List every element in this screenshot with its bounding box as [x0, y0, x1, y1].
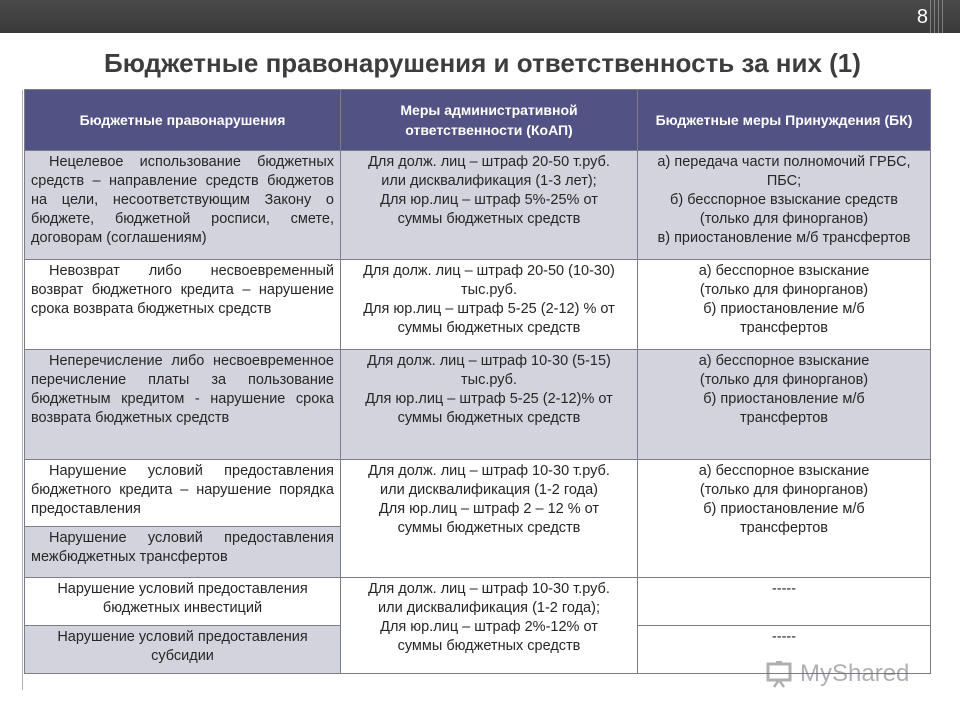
measures-cell: а) бесспорное взыскание (только для финорганов) б) приостановление м/б трансфертов: [638, 460, 931, 578]
violation-cell: Нарушение условий предоставления субсидии: [25, 626, 341, 674]
table-row: [25, 460, 931, 527]
table-row: [25, 260, 931, 350]
decor-stripes: [930, 0, 946, 33]
admin-cell: Для долж. лиц – штраф 10-30 т.руб. или дисквалификация (1-2 года) Для юр.лиц – штраф 2 – 12 % от суммы бюджетных средств: [341, 460, 638, 578]
table-row: [25, 350, 931, 460]
watermark-text: MyShared: [800, 660, 910, 687]
measures-cell: -----: [638, 578, 931, 626]
violation-cell: Нецелевое использование бюджетных средств – направление средств бюджетов на цели, несоответствующим Закону о бюджете, бюджетной росписи, смете, договорам (соглашениям): [25, 151, 341, 260]
measures-cell: -----: [638, 626, 931, 674]
page-number: 8: [916, 6, 928, 28]
measures-cell: а) бесспорное взыскание (только для финорганов) б) приостановление м/б трансфертов: [638, 260, 931, 350]
watermark: [766, 660, 909, 688]
header-violations: Бюджетные правонарушения: [25, 90, 341, 151]
admin-cell: Для долж. лиц – штраф 10-30 (5-15) тыс.руб. Для юр.лиц – штраф 5-25 (2-12)% от суммы бюджетных средств: [341, 350, 638, 460]
responsibility-table: [24, 89, 931, 674]
left-rule: [22, 90, 23, 690]
admin-cell: Для долж. лиц – штраф 20-50 т.руб. или дисквалификация (1-3 лет); Для юр.лиц – штраф 5%-25% от суммы бюджетных средств: [341, 151, 638, 260]
measures-cell: а) бесспорное взыскание (только для финорганов) б) приостановление м/б трансфертов: [638, 350, 931, 460]
table-row: [25, 151, 931, 260]
header-admin: Меры административной ответственности (КоАП): [341, 90, 638, 151]
top-bar: [0, 0, 960, 33]
admin-cell: Для долж. лиц – штраф 10-30 т.руб. или дисквалификация (1-2 года); Для юр.лиц – штраф 2%-12% от суммы бюджетных средств: [341, 578, 638, 674]
table-header-row: [25, 90, 931, 151]
header-measures: Бюджетные меры Принуждения (БК): [638, 90, 931, 151]
violation-cell: Нарушение условий предоставления межбюджетных трансфертов: [25, 527, 341, 578]
violation-cell: Нарушение условий предоставления бюджетного кредита – нарушение порядка предоставления: [25, 460, 341, 527]
presentation-icon: [766, 660, 796, 688]
table-row: [25, 578, 931, 626]
violation-cell: Невозврат либо несвоевременный возврат бюджетного кредита – нарушение срока возврата бюджетных средств: [25, 260, 341, 350]
measures-cell: а) передача части полномочий ГРБС, ПБС; б) бесспорное взыскание средств (только для финорганов) в) приостановление м/б трансфертов: [638, 151, 931, 260]
slide-title: Бюджетные правонарушения и ответственность за них (1): [104, 48, 861, 78]
admin-cell: Для долж. лиц – штраф 20-50 (10-30) тыс.руб. Для юр.лиц – штраф 5-25 (2-12) % от суммы бюджетных средств: [341, 260, 638, 350]
violation-cell: Нарушение условий предоставления бюджетных инвестиций: [25, 578, 341, 626]
violation-cell: Неперечисление либо несвоевременное перечисление платы за пользование бюджетным кредитом - нарушение срока возврата бюджетных средств: [25, 350, 341, 460]
